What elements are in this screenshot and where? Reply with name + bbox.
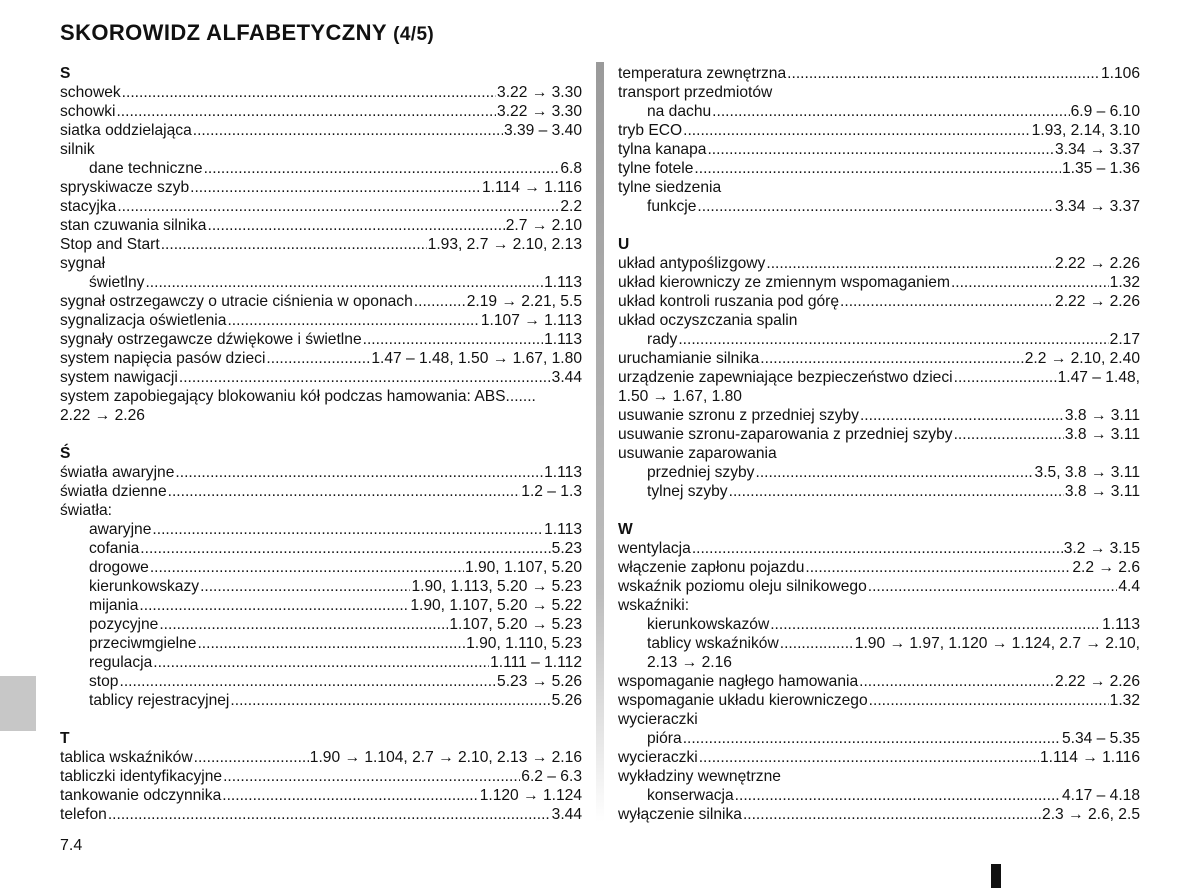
index-entry: schowek ..... 3.22 → 3.30 (60, 83, 582, 102)
index-subentry: funkcje ..... 3.34 → 3.37 (618, 197, 1140, 216)
index-subentry: drogowe ..... 1.90, 1.107, 5.20 (60, 558, 582, 577)
index-subentry: świetlny ..... 1.113 (60, 273, 582, 292)
section-letter-s: S (60, 65, 71, 82)
index-subentry: przedniej szyby ..... 3.5, 3.8 → 3.11 (618, 463, 1140, 482)
index-entry: urządzenie zapewniające bezpieczeństwo dzieci ..... 1.47 – 1.48, (618, 368, 1140, 387)
index-entry: usuwanie szronu z przedniej szyby ..... 3.8 → 3.11 (618, 406, 1140, 425)
index-entry: stacyjka ..... 2.2 (60, 197, 582, 216)
index-entry: telefon ..... 3.44 (60, 805, 582, 824)
index-entry: tylne siedzenia (618, 179, 722, 196)
index-entry: światła awaryjne ..... 1.113 (60, 463, 582, 482)
index-subentry: stop ..... 5.23 → 5.26 (60, 672, 582, 691)
index-subentry: tylnej szyby ..... 3.8 → 3.11 (618, 482, 1140, 501)
index-entry: układ kontroli ruszania pod górę ..... 2.22 → 2.26 (618, 292, 1140, 311)
index-subentry: tablicy wskaźników ..... 1.90 → 1.97, 1.120 → 1.124, 2.7 → 2.10, (618, 634, 1140, 653)
index-entry: światła dzienne ..... 1.2 – 1.3 (60, 482, 582, 501)
index-subentry: pióra ..... 5.34 – 5.35 (618, 729, 1140, 748)
section-letter-t: T (60, 730, 70, 747)
index-entry: włączenie zapłonu pojazdu ..... 2.2 → 2.6 (618, 558, 1140, 577)
index-entry: tylne fotele ..... 1.35 – 1.36 (618, 159, 1140, 178)
index-entry: sygnalizacja oświetlenia ..... 1.107 → 1.113 (60, 311, 582, 330)
index-subentry: przeciwmgielne ..... 1.90, 1.110, 5.23 (60, 634, 582, 653)
index-subentry: kierunkowskazów ..... 1.113 (618, 615, 1140, 634)
index-entry: wskaźnik poziomu oleju silnikowego ..... 4.4 (618, 577, 1140, 596)
index-subentry: rady ..... 2.17 (618, 330, 1140, 349)
index-entry: schowki ..... 3.22 → 3.30 (60, 102, 582, 121)
index-entry: tryb ECO ..... 1.93, 2.14, 3.10 (618, 121, 1140, 140)
index-entry: tankowanie odczynnika ..... 1.120 → 1.124 (60, 786, 582, 805)
column-divider (596, 62, 604, 822)
index-subentry: na dachu ..... 6.9 – 6.10 (618, 102, 1140, 121)
index-entry: wycieraczki ..... 1.114 → 1.116 (618, 748, 1140, 767)
page-corner-mark (991, 864, 1001, 888)
index-entry: silnik (60, 141, 95, 158)
index-entry: wycieraczki (618, 711, 698, 728)
index-entry: tablica wskaźników ..... 1.90 → 1.104, 2.7 → 2.10, 2.13 → 2.16 (60, 748, 582, 767)
index-entry: uruchamianie silnika ..... 2.2 → 2.10, 2.40 (618, 349, 1140, 368)
index-entry: usuwanie szronu-zaparowania z przedniej szyby ..... 3.8 → 3.11 (618, 425, 1140, 444)
section-letter-s-acute: Ś (60, 445, 71, 462)
index-entry: system zapobiegający blokowaniu kół podczas hamowania: ABS....... (60, 388, 536, 405)
page-part: (4/5) (393, 24, 435, 45)
section-letter-w: W (618, 521, 633, 538)
page-number: 7.4 (60, 837, 83, 854)
index-entry: siatka oddzielająca ..... 3.39 – 3.40 (60, 121, 582, 140)
index-subentry: dane techniczne ..... 6.8 (60, 159, 582, 178)
index-entry: sygnały ostrzegawcze dźwiękowe i świetlne ..... 1.113 (60, 330, 582, 349)
index-entry: układ oczyszczania spalin (618, 312, 798, 329)
index-entry: stan czuwania silnika ..... 2.7 → 2.10 (60, 216, 582, 235)
index-entry: Stop and Start ..... 1.93, 2.7 → 2.10, 2.13 (60, 235, 582, 254)
index-entry: układ kierowniczy ze zmiennym wspomaganiem ..... 1.32 (618, 273, 1140, 292)
index-entry: wentylacja ..... 3.2 → 3.15 (618, 539, 1140, 558)
index-entry: transport przedmiotów (618, 84, 773, 101)
index-column-right (618, 64, 1140, 824)
index-entry: wskaźniki: (618, 597, 690, 614)
index-entry: sygnał (60, 255, 106, 272)
index-entry: wspomaganie nagłego hamowania ..... 2.22 → 2.26 (618, 672, 1140, 691)
index-entry: światła: (60, 502, 112, 519)
index-entry: układ antypoślizgowy ..... 2.22 → 2.26 (618, 254, 1140, 273)
index-entry: wyłączenie silnika ..... 2.3 → 2.6, 2.5 (618, 805, 1140, 824)
index-entry: usuwanie zaparowania (618, 445, 777, 462)
index-column-left (60, 64, 582, 824)
index-entry: tylna kanapa ..... 3.34 → 3.37 (618, 140, 1140, 159)
index-subentry: pozycyjne ..... 1.107, 5.20 → 5.23 (60, 615, 582, 634)
index-entry: wspomaganie układu kierowniczego ..... 1.32 (618, 691, 1140, 710)
index-subentry: tablicy rejestracyjnej ..... 5.26 (60, 691, 582, 710)
index-entry-continuation: 2.13 → 2.16 (647, 654, 732, 671)
index-entry: spryskiwacze szyb ..... 1.114 → 1.116 (60, 178, 582, 197)
index-entry: temperatura zewnętrzna ..... 1.106 (618, 64, 1140, 83)
index-entry: system napięcia pasów dzieci ..... 1.47 – 1.48, 1.50 → 1.67, 1.80 (60, 349, 582, 368)
index-entry-continuation: 2.22 → 2.26 (60, 407, 145, 424)
index-subentry: mijania ..... 1.90, 1.107, 5.20 → 5.22 (60, 596, 582, 615)
section-tab-marker (0, 676, 36, 731)
index-entry: tabliczki identyfikacyjne ..... 6.2 – 6.3 (60, 767, 582, 786)
index-entry: system nawigacji ..... 3.44 (60, 368, 582, 387)
index-subentry: kierunkowskazy ..... 1.90, 1.113, 5.20 → 5.23 (60, 577, 582, 596)
index-entry: sygnał ostrzegawczy o utracie ciśnienia w oponach ..... 2.19 → 2.21, 5.5 (60, 292, 582, 311)
index-subentry: regulacja ..... 1.111 – 1.112 (60, 653, 582, 672)
section-letter-u: U (618, 236, 630, 253)
index-subentry: awaryjne ..... 1.113 (60, 520, 582, 539)
index-entry: wykładziny wewnętrzne (618, 768, 781, 785)
index-entry-continuation: 1.50 → 1.67, 1.80 (618, 388, 742, 405)
index-subentry: cofania ..... 5.23 (60, 539, 582, 558)
page-title: SKOROWIDZ ALFABETYCZNY (4/5) (60, 20, 435, 45)
index-subentry: konserwacja ..... 4.17 – 4.18 (618, 786, 1140, 805)
